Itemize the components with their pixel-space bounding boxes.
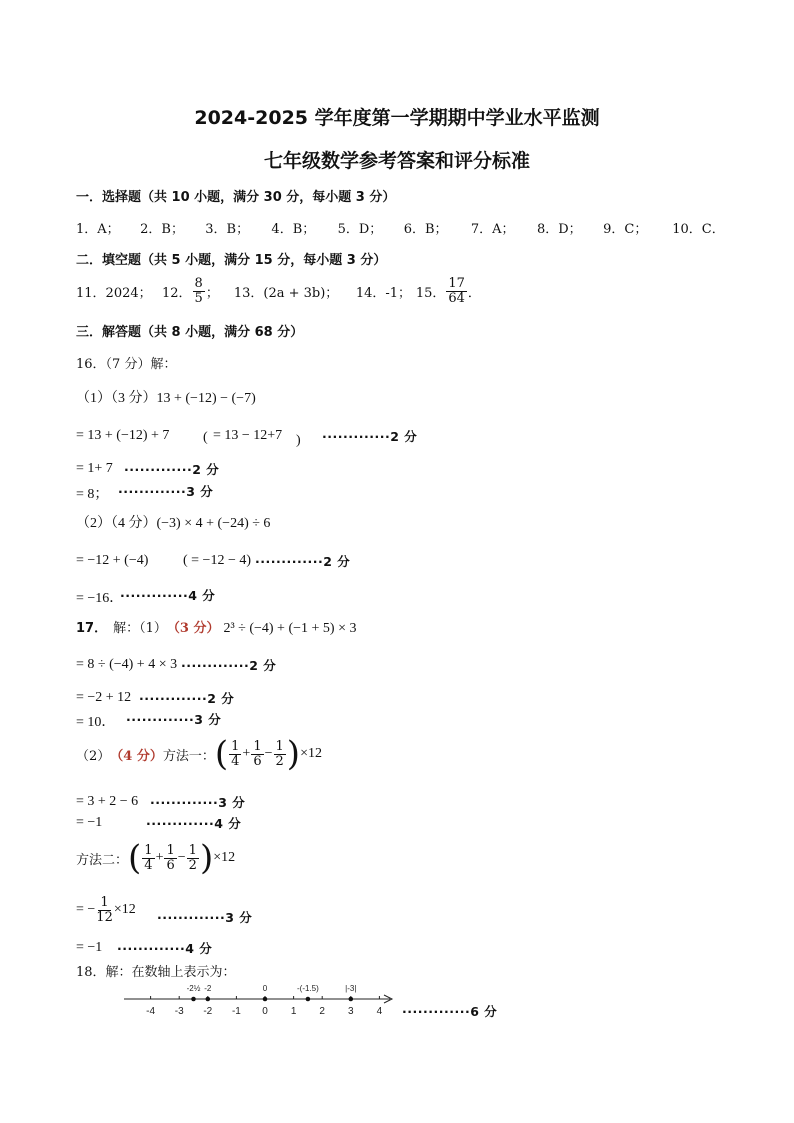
q17-part2-points: （4 分）: [110, 748, 163, 764]
left-paren: (: [214, 734, 229, 774]
fraction-one-twelfth: [96, 896, 113, 924]
q18-heading: 18．解：在数轴上表示为：: [76, 965, 236, 980]
left-paren: (: [128, 838, 142, 878]
q16-step1-points: ·············2 分: [322, 429, 418, 444]
fraction-one-fourth: [229, 740, 241, 768]
point-label: -2½: [186, 984, 201, 993]
q16-step2-points: ·············2 分: [124, 462, 220, 477]
tick-label: 3: [348, 1006, 354, 1017]
section-1-heading: 一．选择题（共 10 小题，满分 30 分，每小题 3 分）: [76, 190, 396, 205]
denominator: 12: [96, 909, 113, 925]
numerator: 1: [166, 842, 175, 858]
answer-13: 13．(2a + 3b)；: [233, 285, 339, 301]
denominator: 4: [231, 753, 240, 769]
q16-step4-points: ·············2 分: [255, 554, 351, 569]
answer-15-label: 15．: [415, 285, 446, 301]
numerator: 1: [275, 738, 284, 754]
q17-step2: = −2 + 12: [76, 690, 132, 705]
tick-label: 1: [290, 1006, 297, 1017]
q17-step5-points: ·············4 分: [146, 816, 242, 831]
fill-answers: [76, 277, 481, 305]
answer-6: 6．B；: [403, 222, 448, 237]
q17-part1-points: （3 分）: [166, 621, 220, 636]
tick-label: -1: [231, 1006, 241, 1017]
plus-sign: +: [155, 850, 164, 865]
point-marker: [306, 997, 311, 1002]
tick-label: -3: [174, 1006, 184, 1017]
answer-12-denominator: 5: [194, 290, 203, 306]
denominator: 6: [253, 753, 262, 769]
q17-step6-points: ·············3 分: [157, 910, 253, 925]
numerator: 1: [144, 842, 153, 858]
q16-step3-points: ·············3 分: [118, 484, 214, 499]
answer-15-end: ．: [467, 285, 481, 301]
tick-label: 2: [319, 1006, 325, 1017]
choice-answers: [76, 218, 725, 237]
q16-part1-expr: （1）（3 分）13 + (−12) − (−7): [76, 391, 256, 406]
q17-step6: [76, 896, 136, 924]
denominator: 2: [188, 857, 197, 873]
section-2-heading: 二．填空题（共 5 小题，满分 15 分，每小题 3 分）: [76, 253, 387, 268]
q17-method2-label: 方法二：: [76, 852, 129, 868]
answer-7: 7．A；: [470, 222, 515, 237]
answer-9: 9．C；: [603, 222, 648, 237]
times-twelve: ×12: [213, 850, 236, 865]
document-title: 2024-2025 学年度第一学期期中学业水平监测: [194, 107, 600, 129]
q16-step3: = 8；: [76, 487, 109, 502]
answer-8: 8．D；: [536, 222, 582, 237]
q17-part1-line: [76, 617, 356, 637]
answer-12-sep: ；: [205, 285, 219, 301]
tick-label: 0: [262, 1006, 268, 1017]
q17-jie: 解：（1）: [113, 621, 167, 636]
answer-15-fraction: [446, 277, 467, 305]
answer-12-label: 12．: [162, 285, 192, 301]
point-marker: [191, 997, 196, 1002]
q16-step4-alt: ( = −12 − 4): [183, 553, 252, 568]
answer-2: 2．B；: [140, 222, 184, 237]
numerator: 1: [100, 895, 109, 910]
q17-part2-label: （2）: [76, 748, 111, 764]
times-twelve: ×12: [300, 746, 322, 761]
answer-15-denominator: 64: [448, 290, 465, 306]
q17-step1: = 8 ÷ (−4) + 4 × 3: [76, 657, 178, 672]
q17-method1-label: 方法一：: [162, 748, 215, 764]
answer-10: 10．C．: [672, 222, 725, 237]
tick-label: 4: [376, 1006, 383, 1017]
q16-step5-points: ·············4 分: [120, 588, 216, 603]
right-paren: ): [199, 838, 214, 878]
fraction-one-sixth: [251, 740, 263, 768]
answer-12-fraction: [193, 277, 205, 305]
q17-step3-points: ·············3 分: [126, 712, 222, 727]
q16-heading: 16．（7 分）解：: [76, 357, 177, 372]
point-marker: [206, 997, 211, 1002]
q17-step4-points: ·············3 分: [150, 795, 246, 810]
q16-step1: = 13 + (−12) + 7: [76, 428, 170, 443]
q17-step7-points: ·············4 分: [117, 941, 213, 956]
point-label: -(-1.5): [297, 984, 319, 993]
section-3-heading: 三．解答题（共 8 小题，满分 68 分）: [76, 325, 304, 340]
q17-number: 17．: [76, 621, 108, 636]
point-label: 0: [262, 984, 268, 993]
q18-points: ·············6 分: [402, 1004, 498, 1019]
equals-minus: = −: [76, 902, 96, 918]
q17-step3: = 10．: [76, 715, 116, 730]
times-twelve: ×12: [113, 902, 136, 918]
q17-method2-line: [76, 838, 236, 878]
numerator: 1: [188, 842, 197, 858]
fraction-one-fourth: [142, 844, 154, 872]
minus-sign: −: [264, 746, 273, 761]
fraction-one-half: [187, 844, 199, 872]
q17-part1-expr: 2³ ÷ (−4) + (−1 + 5) × 3: [223, 621, 357, 636]
answer-12-numerator: 8: [194, 276, 203, 291]
q16-step5: = −16．: [76, 591, 124, 606]
q17-part2-line: [76, 734, 322, 774]
point-label: |-3|: [345, 984, 357, 993]
minus-sign: −: [177, 850, 186, 865]
q16-step1-alt-close: ): [296, 433, 301, 448]
answer-3: 3．B；: [205, 222, 250, 237]
q16-step1-alt: = 13 − 12+7: [213, 428, 283, 443]
q17-step1-points: ·············2 分: [181, 658, 277, 673]
denominator: 2: [275, 753, 284, 769]
plus-sign: +: [242, 746, 251, 761]
point-marker: [349, 997, 354, 1002]
answer-15-numerator: 17: [448, 276, 465, 291]
denominator: 4: [144, 857, 153, 873]
tick-label: -4: [146, 1006, 156, 1017]
document-subtitle: 七年级数学参考答案和评分标准: [263, 150, 530, 172]
answer-5: 5．D；: [337, 222, 383, 237]
point-label: -2: [204, 984, 212, 993]
point-marker: [263, 997, 268, 1002]
q17-step2-points: ·············2 分: [139, 691, 235, 706]
q17-step4: = 3 + 2 − 6: [76, 794, 139, 809]
q17-step7: = −1: [76, 940, 103, 955]
fraction-one-sixth: [164, 844, 176, 872]
numerator: 1: [253, 738, 262, 754]
answer-11: 11．2024；: [76, 285, 152, 301]
denominator: 6: [166, 857, 175, 873]
q16-part2-expr: （2）（4 分）(−3) × 4 + (−24) ÷ 6: [76, 516, 271, 531]
q16-step2: = 1+ 7: [76, 461, 113, 476]
q16-step4: = −12 + (−4): [76, 553, 149, 568]
tick-label: -2: [203, 1006, 213, 1017]
answer-1: 1．A；: [76, 222, 120, 237]
q17-step5: = −1: [76, 815, 103, 830]
fraction-one-half: [274, 740, 286, 768]
answer-14: 14．-1；: [355, 285, 412, 301]
numerator: 1: [231, 738, 240, 754]
right-paren: ): [286, 734, 301, 774]
q16-step1-alt-open: (: [203, 430, 208, 445]
number-line: [110, 975, 410, 1020]
answer-4: 4．B；: [271, 222, 316, 237]
